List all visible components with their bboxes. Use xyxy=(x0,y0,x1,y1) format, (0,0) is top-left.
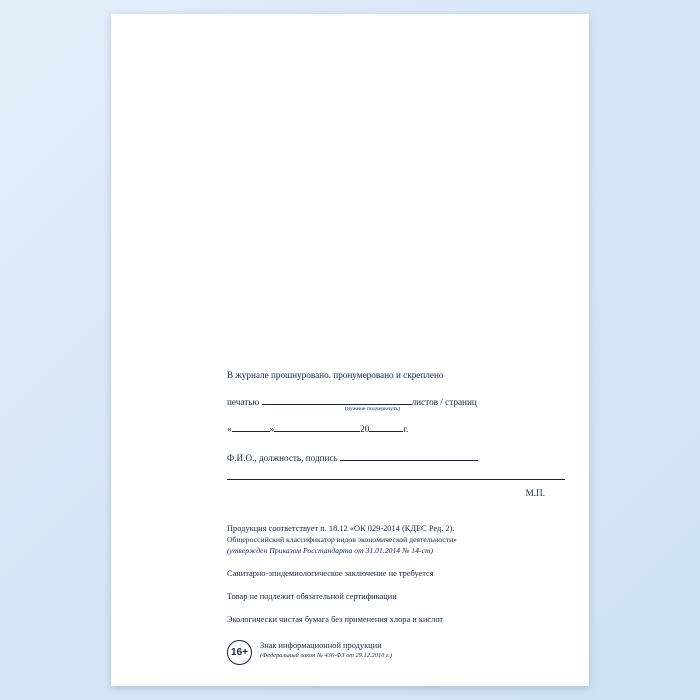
print-suffix: листов / страниц xyxy=(411,397,477,408)
age-mark-title: Знак информационной продукции xyxy=(260,640,382,650)
age-mark-text xyxy=(260,641,392,659)
date-year-prefix: 20 xyxy=(360,424,370,435)
date-year-suffix: г. xyxy=(403,424,409,435)
date-quote-open: « xyxy=(227,424,232,435)
age-mark-law: (Федеральный закон № 436-ФЗ от 29.12.2010 г.) xyxy=(260,651,393,659)
fio-second-line[interactable] xyxy=(227,478,565,480)
legal-block xyxy=(227,523,567,626)
document-content xyxy=(227,369,567,670)
print-fill-line[interactable] xyxy=(262,395,412,405)
date-row xyxy=(227,422,567,434)
legal-ecology-line: Экологически чистая бумага без применения хлора и кислот xyxy=(227,614,444,624)
date-day-field[interactable] xyxy=(232,422,270,432)
print-hint: (нужное подчеркнуть) xyxy=(345,406,401,413)
stamp-label: М.П. xyxy=(525,488,545,499)
legal-sanitary-line: Санитарно-эпидемиологическое заключение не требуется xyxy=(227,569,434,579)
fio-label: Ф.И.О., должность, подпись xyxy=(227,453,338,464)
date-quote-close: » xyxy=(269,424,275,435)
certification-intro-line: В журнале прошнуровано. пронумеровано и скреплено xyxy=(227,370,444,380)
age-rating-badge-icon: 16+ xyxy=(227,640,252,665)
legal-product-line-1: Продукция соответствует п. 18.12 «ОК 029-2014 (КДЕС Ред. 2). xyxy=(227,524,455,534)
legal-product-line-3: (утвержден Приказом Росстандарта от 31.01.2014 № 14-ст) xyxy=(227,546,434,556)
fio-row xyxy=(227,451,567,463)
fio-field[interactable] xyxy=(340,451,478,461)
print-label: печатью xyxy=(227,397,260,408)
print-row xyxy=(227,395,567,413)
legal-product-line-2: Общероссийский классификатор видов экономической деятельности» xyxy=(227,535,458,545)
date-year-field[interactable] xyxy=(369,422,403,432)
age-mark-row xyxy=(227,640,567,670)
document-page xyxy=(111,14,589,686)
legal-certification-line: Товар не подлежит обязательной сертификации xyxy=(227,592,397,602)
date-month-field[interactable] xyxy=(274,422,360,432)
